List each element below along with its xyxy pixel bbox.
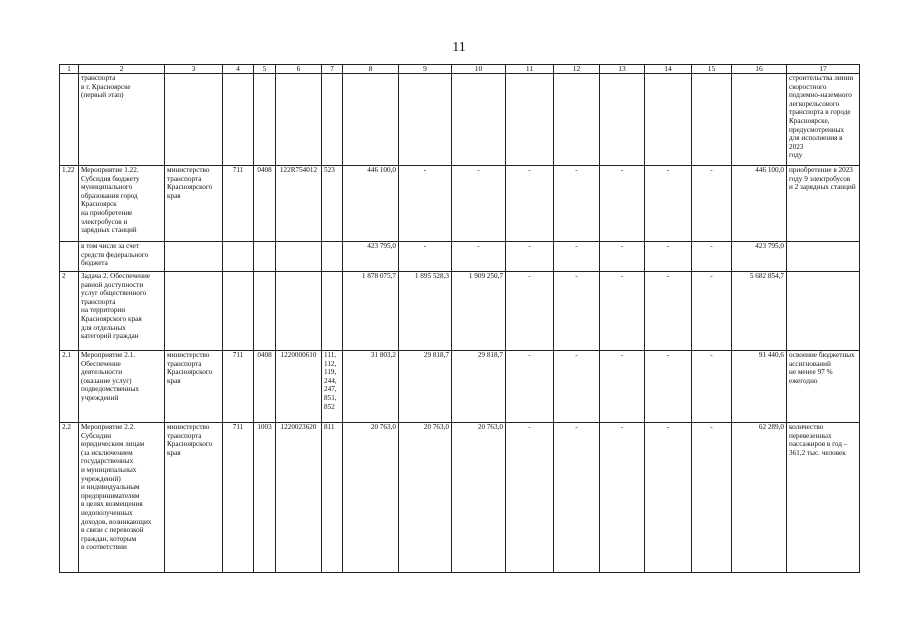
cell-value xyxy=(600,74,645,166)
cell-result: количество перевезенных пассажиров в год – 361,2 тыс. человек xyxy=(787,423,860,573)
cell-total: 62 289,0 xyxy=(732,423,787,573)
cell-value: 31 803,2 xyxy=(343,351,399,423)
table-row xyxy=(60,351,860,423)
cell-grbs: 711 xyxy=(223,423,254,573)
cell-value: - xyxy=(399,242,452,272)
cell-value: - xyxy=(600,272,645,351)
cell-total xyxy=(732,74,787,166)
cell-name: в том числе за счет средств федерального бюджета xyxy=(79,242,165,272)
cell-target-article xyxy=(276,74,322,166)
column-header: 14 xyxy=(645,65,692,74)
cell-result: приобретение в 2023 году 9 электробусов и 2 зарядных станций xyxy=(787,166,860,242)
cell-value: - xyxy=(399,166,452,242)
cell-grbs xyxy=(223,74,254,166)
cell-result xyxy=(787,272,860,351)
cell-value: - xyxy=(600,423,645,573)
page-number: 11 xyxy=(452,40,466,55)
cell-executor xyxy=(165,242,223,272)
cell-grbs xyxy=(223,242,254,272)
cell-total: 446 100,0 xyxy=(732,166,787,242)
cell-section xyxy=(254,74,276,166)
cell-value: - xyxy=(452,166,506,242)
column-header: 9 xyxy=(399,65,452,74)
column-header: 2 xyxy=(79,65,165,74)
column-header: 8 xyxy=(343,65,399,74)
cell-result: освоение бюджетных ассигнований не менее 97 % ежегодно xyxy=(787,351,860,423)
cell-index: 2.2 xyxy=(60,423,79,573)
cell-index: 1.22 xyxy=(60,166,79,242)
cell-target-article: 1220023620 xyxy=(276,423,322,573)
cell-value: 1 909 250,7 xyxy=(452,272,506,351)
cell-total: 91 440,6 xyxy=(732,351,787,423)
cell-value: - xyxy=(506,423,554,573)
cell-value xyxy=(506,74,554,166)
cell-value: 29 818,7 xyxy=(452,351,506,423)
cell-value: 20 763,0 xyxy=(399,423,452,573)
header-row xyxy=(60,65,860,74)
cell-executor xyxy=(165,74,223,166)
cell-name: Мероприятие 2.1. Обеспечение деятельности (оказание услуг) подведомственных учреждений xyxy=(79,351,165,423)
cell-index: 2.1 xyxy=(60,351,79,423)
cell-value: - xyxy=(692,166,732,242)
cell-section: 1003 xyxy=(254,423,276,573)
cell-value: - xyxy=(692,351,732,423)
cell-value: 20 763,0 xyxy=(343,423,399,573)
cell-value xyxy=(399,74,452,166)
cell-value: 423 795,0 xyxy=(343,242,399,272)
cell-value: 20 763,0 xyxy=(452,423,506,573)
cell-grbs: 711 xyxy=(223,351,254,423)
cell-grbs xyxy=(223,272,254,351)
cell-value: - xyxy=(600,242,645,272)
cell-value xyxy=(554,74,600,166)
cell-value: - xyxy=(692,272,732,351)
cell-executor: министерство транспорта Красноярского края xyxy=(165,351,223,423)
cell-value: - xyxy=(554,423,600,573)
cell-index: 2 xyxy=(60,272,79,351)
cell-total: 5 682 854,7 xyxy=(732,272,787,351)
cell-value: - xyxy=(692,242,732,272)
column-header: 3 xyxy=(165,65,223,74)
cell-name: Мероприятие 1.22. Субсидия бюджету муниципального образования город Красноярск на приобретение электробусов и зарядных станций xyxy=(79,166,165,242)
table-row xyxy=(60,272,860,351)
cell-grbs: 711 xyxy=(223,166,254,242)
cell-value xyxy=(343,74,399,166)
cell-value: - xyxy=(452,242,506,272)
cell-result: строительства линии скоростного подземно-наземного легкорельсового транспорта в городе Красноярске, предусмотренных для исполнения в 2023 году xyxy=(787,74,860,166)
cell-value: - xyxy=(645,242,692,272)
program-table xyxy=(59,64,860,573)
column-header: 7 xyxy=(322,65,343,74)
table-row xyxy=(60,423,860,573)
column-header: 12 xyxy=(554,65,600,74)
cell-value xyxy=(645,74,692,166)
cell-target-article: 1220000610 xyxy=(276,351,322,423)
cell-value: - xyxy=(506,351,554,423)
cell-expense-type xyxy=(322,242,343,272)
cell-value xyxy=(692,74,732,166)
table-row xyxy=(60,166,860,242)
column-header: 6 xyxy=(276,65,322,74)
cell-index xyxy=(60,242,79,272)
cell-name: Мероприятие 2.2. Субсидии юридическим лицам (за исключением государственных и муниципальных учреждений) и индивидуальным предпринимателям в целях возмещения недополученных доходов, возникающих в связи с перевозкой граждан, которым в соответствии xyxy=(79,423,165,573)
cell-value: - xyxy=(554,166,600,242)
cell-section: 0408 xyxy=(254,166,276,242)
column-header: 16 xyxy=(732,65,787,74)
cell-index xyxy=(60,74,79,166)
cell-value: - xyxy=(554,242,600,272)
cell-section xyxy=(254,272,276,351)
cell-expense-type xyxy=(322,272,343,351)
column-header: 4 xyxy=(223,65,254,74)
cell-value: - xyxy=(506,272,554,351)
cell-target-article xyxy=(276,272,322,351)
cell-result xyxy=(787,242,860,272)
column-header: 13 xyxy=(600,65,645,74)
cell-expense-type: 523 xyxy=(322,166,343,242)
cell-section: 0408 xyxy=(254,351,276,423)
column-header: 1 xyxy=(60,65,79,74)
cell-expense-type xyxy=(322,74,343,166)
cell-total: 423 795,0 xyxy=(732,242,787,272)
cell-value: - xyxy=(645,166,692,242)
cell-value: - xyxy=(645,272,692,351)
cell-value: - xyxy=(554,272,600,351)
column-header: 17 xyxy=(787,65,860,74)
cell-value: - xyxy=(554,351,600,423)
cell-value: - xyxy=(692,423,732,573)
cell-value: 1 895 528,3 xyxy=(399,272,452,351)
cell-section xyxy=(254,242,276,272)
column-header: 5 xyxy=(254,65,276,74)
cell-value: - xyxy=(645,423,692,573)
cell-value: - xyxy=(506,166,554,242)
cell-value: - xyxy=(506,242,554,272)
cell-value: - xyxy=(645,351,692,423)
cell-executor: министерство транспорта Красноярского края xyxy=(165,423,223,573)
cell-name: Задача 2. Обеспечение равной доступности услуг общественного транспорта на территории Красноярского края для отдельных категорий граждан xyxy=(79,272,165,351)
cell-value: - xyxy=(600,351,645,423)
cell-expense-type: 111, 112, 119, 244, 247, 851, 852 xyxy=(322,351,343,423)
cell-value: 29 818,7 xyxy=(399,351,452,423)
cell-value: 446 100,0 xyxy=(343,166,399,242)
cell-name: транспорта в г. Красноярске (первый этап) xyxy=(79,74,165,166)
cell-value: - xyxy=(600,166,645,242)
cell-value: 1 878 075,7 xyxy=(343,272,399,351)
column-header: 10 xyxy=(452,65,506,74)
cell-expense-type: 811 xyxy=(322,423,343,573)
column-header: 15 xyxy=(692,65,732,74)
cell-executor: министерство транспорта Красноярского края xyxy=(165,166,223,242)
cell-target-article: 122R754012 xyxy=(276,166,322,242)
cell-executor xyxy=(165,272,223,351)
column-header: 11 xyxy=(506,65,554,74)
table-row xyxy=(60,74,860,166)
cell-value xyxy=(452,74,506,166)
table-row xyxy=(60,242,860,272)
cell-target-article xyxy=(276,242,322,272)
